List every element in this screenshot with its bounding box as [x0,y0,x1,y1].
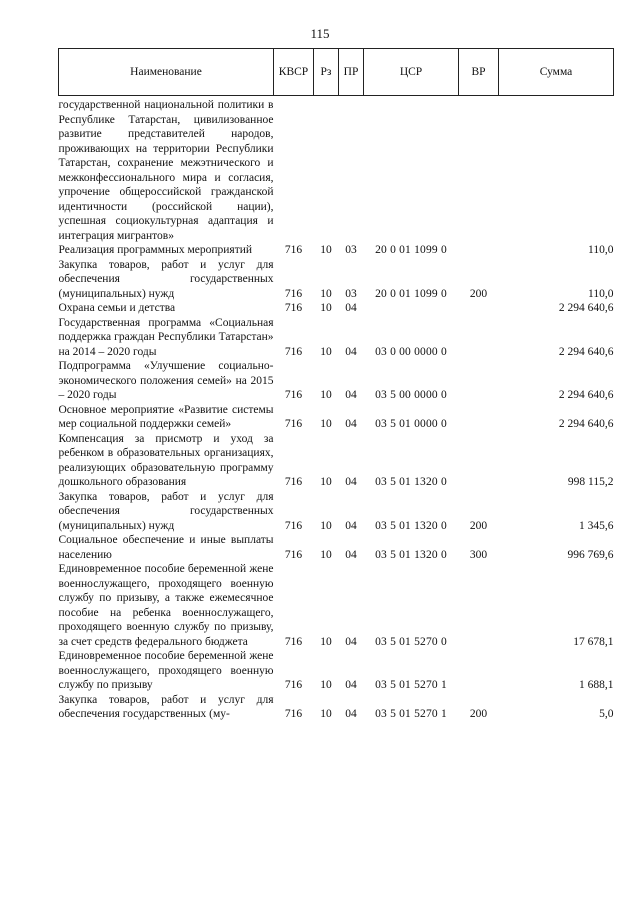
header-csr: ЦСР [364,49,459,96]
cell-sum: 998 115,2 [567,476,614,488]
cell-sum: 17 678,1 [573,635,614,648]
cell-name: Подпрограмма «Улучшение социально-экономического положения семей» на 2015 – 2020 годы [58,360,274,401]
table-body [59,96,614,722]
cell-vr [459,359,499,403]
header-kvsr: КВСР [274,49,314,96]
header-sum: Сумма [499,49,614,96]
cell-pr: 04 [345,302,357,314]
cell-sum [499,96,614,244]
cell-rz: 10 [320,519,332,532]
cell-name: Охрана семьи и детства [58,302,176,314]
header-rz: Рз [314,49,339,96]
cell-kvsr: 716 [284,244,303,256]
table-row [59,649,614,693]
table-row [59,258,614,302]
cell-kvsr: 716 [284,708,303,720]
cell-rz: 10 [320,476,332,488]
cell-csr: 03 5 01 1320 0 [375,548,447,561]
cell-kvsr: 716 [284,519,303,532]
cell-kvsr: 716 [284,302,303,314]
cell-vr [459,649,499,693]
table-header-row [59,49,614,96]
cell-sum: 110,0 [588,244,614,256]
cell-kvsr: 716 [284,635,303,648]
cell-name: Единовременное пособие беременной жене военнослужащего, проходящего военную службу по призыву, а также ежемесячное пособие на ребенка военнослужащего, проходящего военную службу по призыву, за счет средств федерального бюджета [58,563,274,648]
cell-pr: 04 [345,519,357,532]
cell-csr: 03 5 00 0000 0 [375,389,447,401]
cell-pr: 04 [345,389,357,401]
cell-kvsr: 716 [284,679,303,691]
cell-sum: 110,0 [588,287,614,300]
cell-vr [459,301,499,316]
table-row [59,301,614,316]
cell-rz: 10 [320,287,332,300]
cell-sum: 1 688,1 [579,679,614,691]
cell-kvsr: 716 [284,476,303,488]
cell-rz: 10 [320,389,332,401]
cell-pr [339,96,364,244]
cell-sum: 2 294 640,6 [558,389,614,401]
cell-rz: 10 [320,345,332,358]
cell-vr: 200 [469,519,488,532]
cell-csr: 03 5 01 1320 0 [375,476,447,488]
cell-csr: 03 5 01 5270 1 [375,708,447,720]
budget-table [58,48,614,722]
cell-name: Реализация программных мероприятий [58,244,253,256]
cell-vr: 300 [469,548,488,561]
cell-name: Социальное обеспечение и иные выплаты населению [58,534,274,561]
cell-csr: 03 5 01 5270 1 [375,679,447,691]
cell-rz: 10 [320,244,332,256]
cell-csr: 20 0 01 1099 0 [375,244,447,256]
cell-name: Государственная программа «Социальная поддержка граждан Республики Татарстан» на 2014 – 2020 годы [58,316,274,358]
cell-pr: 04 [345,635,357,648]
cell-rz: 10 [320,548,332,561]
cell-name: Закупка товаров, работ и услуг для обеспечения государственных (муниципальных) нужд [58,490,274,532]
cell-rz: 10 [320,679,332,691]
cell-vr [459,432,499,490]
table-row [59,316,614,360]
cell-pr: 04 [345,679,357,691]
table-row [59,533,614,562]
cell-csr: 03 5 01 1320 0 [375,519,447,532]
cell-pr: 03 [345,244,357,256]
cell-csr: 03 0 00 0000 0 [375,345,447,358]
cell-kvsr [274,96,314,244]
header-pr: ПР [339,49,364,96]
page-number: 115 [310,26,330,41]
table-row [59,403,614,432]
cell-pr: 04 [345,418,357,430]
cell-name: Закупка товаров, работ и услуг для обеспечения государственных (му- [58,693,274,720]
cell-csr: 20 0 01 1099 0 [375,287,447,300]
cell-rz: 10 [320,418,332,430]
cell-sum: 1 345,6 [579,519,614,532]
cell-sum: 996 769,6 [567,548,614,561]
cell-rz: 10 [320,708,332,720]
table-row [59,562,614,649]
cell-rz: 10 [320,302,332,314]
header-name: Наименование [59,49,274,96]
cell-vr: 200 [469,708,488,720]
cell-pr: 03 [345,287,357,300]
cell-rz [314,96,339,244]
table-row [59,490,614,534]
cell-sum: 5,0 [599,708,614,720]
cell-csr: 03 5 01 5270 0 [375,635,447,648]
cell-kvsr: 716 [284,287,303,300]
cell-pr: 04 [345,345,357,358]
cell-vr [459,243,499,258]
cell-pr: 04 [345,476,357,488]
table-row [59,359,614,403]
cell-name: Основное мероприятие «Развитие системы мер социальной поддержки семей» [58,403,274,430]
cell-sum: 2 294 640,6 [558,345,614,358]
cell-rz: 10 [320,635,332,648]
cell-name: Закупка товаров, работ и услуг для обеспечения государственных (муниципальных) нужд [58,258,274,300]
cell-vr [459,96,499,244]
cell-name: Компенсация за присмотр и уход за ребенком в образовательных организациях, реализующих образовательную программу дошкольного образования [58,432,274,488]
cell-csr [364,96,459,244]
cell-name: Единовременное пособие беременной жене военнослужащего, проходящего военную службу по призыву [58,650,274,691]
cell-sum: 2 294 640,6 [558,418,614,430]
cell-csr: 03 5 01 0000 0 [375,418,447,430]
cell-vr: 200 [469,287,488,300]
table-row [59,243,614,258]
cell-vr [459,562,499,649]
table-row [59,693,614,722]
cell-vr [459,403,499,432]
cell-kvsr: 716 [284,389,303,401]
cell-pr: 04 [345,708,357,720]
cell-sum: 2 294 640,6 [558,302,614,314]
cell-vr [459,316,499,360]
cell-name: государственной национальной политики в Республике Татарстан, цивилизованное развитие представителей народов, проживающих на территории Республики Татарстан, сохранение межэтнического и межконфессионального мира и согласия, упрочение общероссийской гражданской идентичности (российской нации), успешная социокультурная адаптация и интеграция мигрантов» [58,99,274,242]
cell-kvsr: 716 [284,345,303,358]
header-vr: ВР [459,49,499,96]
cell-csr [364,301,459,316]
table-row [59,96,614,244]
cell-kvsr: 716 [284,548,303,561]
cell-kvsr: 716 [284,418,303,430]
table-row [59,432,614,490]
cell-pr: 04 [345,548,357,561]
